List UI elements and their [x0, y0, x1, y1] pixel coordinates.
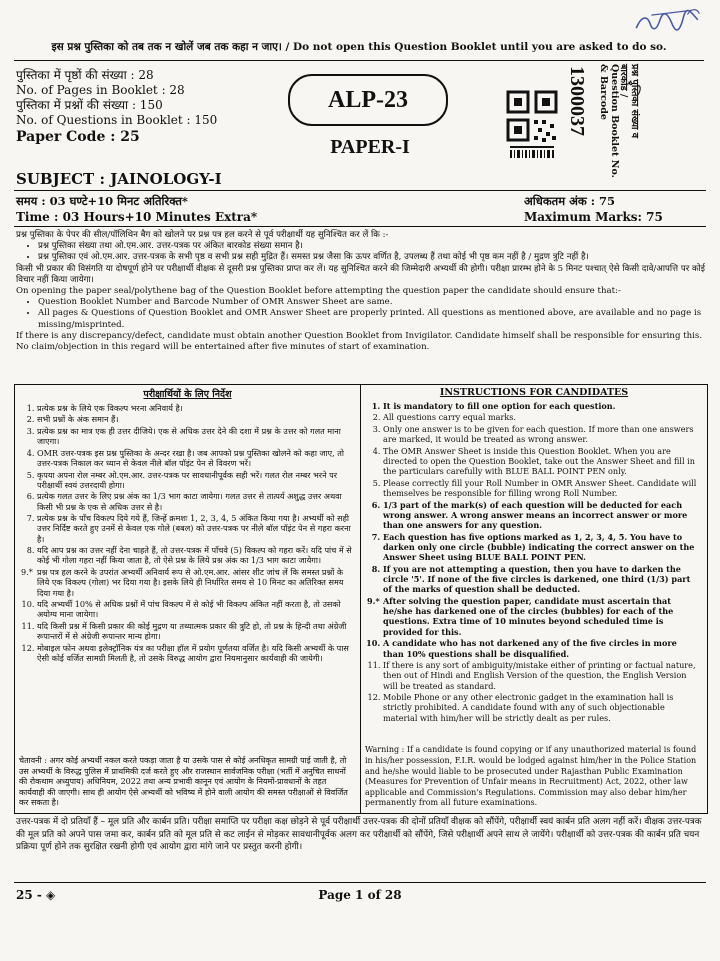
- instruction-item: 2. सभी प्रश्नों के अंक समान हैं।: [37, 414, 352, 424]
- questions-hindi: पुस्तिका में प्रश्नों की संख्या : 150: [16, 98, 163, 112]
- instruction-item: 9.* After solving the question paper, candidate must ascertain that he/she has darkened one of the circles (bubbles) for each of the questions. Extra time of 10 minutes beyond scheduled time is provided for this.: [367, 595, 674, 637]
- max-marks-hindi: अधिकतम अंक : 75: [524, 194, 615, 208]
- subject-title: SUBJECT : JAINOLOGY-I: [16, 170, 222, 188]
- instruction-item: 1. प्रत्येक प्रश्न के लिये एक विकल्प भरना अनिवार्य है।: [37, 403, 352, 413]
- instruction-item: 1. It is mandatory to fill one option for each question.: [383, 401, 699, 411]
- hindi-heading: परीक्षार्थियों के लिए निर्देश: [143, 389, 232, 400]
- english-intro: On opening the paper seal/polythene bag of the Question Booklet before attempting the question paper the candidate should ensure that:-: [16, 286, 621, 297]
- instruction-item: 11. If there is any sort of ambiguity/mistake either of printing or factual nature, then out of Hindi and English Version of the question, the English Version will be treated as standard.: [383, 660, 699, 691]
- instruction-item: 8. यदि आप प्रश्न का उत्तर नहीं देना चाहते हैं, तो उत्तर-पत्रक में पाँचवे (5) विकल्प को गहरा करें। यदि पांच में से कोई भी गोला गहरा नहीं किया जाता है, तो ऐसे प्रश्न के लिये प्रश्न अंक का 1/3 भाग काटा जायेगा।: [37, 545, 352, 566]
- page-number: Page 1 of 28: [318, 888, 402, 902]
- divider: [14, 226, 706, 227]
- list-item: • All pages & Questions of Question Booklet and OMR Answer Sheet are properly printed. All questions as mentioned above, are available and no page is missing/misprinted.: [38, 308, 706, 330]
- carbon-copy-note: उत्तर-पत्रक में दो प्रतियाँ हैं – मूल प्रति और कार्बन प्रति। परीक्षा समाप्ति पर परीक्षा कक्ष छोड़ने से पूर्व परीक्षार्थी उत्तर-पत्रक की दोनों प्रतियाँ वीक्षक को सौंपेंगे, परीक्षार्थी स्वयं कार्बन प्रति अलग नहीं करें। वीक्षक उत्तर-पत्रक की मूल प्रति को अपने पास जमा कर, कार्बन प्रति को मूल प्रति से कट लाईन से मोड़कर सावधानीपूर्वक अलग कर परीक्षार्थी को सौंपेंगे, जिसे परीक्षार्थी अपने साथ ले जायेंगे। परीक्षार्थी को उत्तर-पत्रक की कार्बन प्रति चयन प्रक्रिया पूर्ण होने तक सुरक्षित रखनी होगी एवं आयोग द्वारा मांगे जाने पर प्रस्तुत करनी होगी।: [16, 817, 702, 853]
- instruction-item: 6. प्रत्येक गलत उत्तर के लिए प्रश्न अंक का 1/3 भाग काटा जायेगा। गलत उत्तर से तात्पर्य अशुद्ध उत्तर अथवा किसी भी प्रश्न के एक से अधिक उत्तर से है।: [37, 491, 352, 512]
- english-instruction-list: [361, 401, 707, 723]
- instruction-item: 9.* प्रश्न पत्र हल करने के उपरांत अभ्यर्थी अनिवार्य रूप से ओ.एम.आर. आंसर शीट जांच लें कि समस्त प्रश्नों के लिये एक विकल्प (गोला) भर दिया गया है। इसके लिये ही निर्धारित समय से 10 मिनट का अतिरिक्त समय दिया गया है।: [21, 566, 344, 598]
- booklet-number-label: [596, 64, 644, 178]
- instruction-item: 4. The OMR Answer Sheet is inside this Question Booklet. When you are directed to open the Question Booklet, take out the Answer Sheet and fill in the particulars carefully with BLUE BALL POINT PEN only.: [383, 446, 699, 477]
- booklet-meta: [16, 68, 266, 145]
- label-line-3: Question Booklet No.: [609, 64, 620, 178]
- instruction-item: 4. OMR उत्तर-पत्रक इस प्रश्न पुस्तिका के अन्दर रखा है। जब आपको प्रश्न पुस्तिका खोलने को कहा जाए, तो उत्तर-पत्रक निकाल कर ध्यान से केवल नीले बॉल पॉइंट पेन से विवरण भरें।: [37, 448, 352, 469]
- label-line-4: & Barcode: [598, 64, 609, 120]
- instruction-item: 11. यदि किसी प्रश्न में किसी प्रकार की कोई मुद्रण या तथ्यात्मक प्रकार की त्रुटि हो, तो प्रश्न के हिन्दी तथा अंग्रेजी रूपान्तरों में से अंग्रेजी रूपान्तर मान्य होगा।: [37, 621, 352, 642]
- instruction-item: 10. यदि अभ्यर्थी 10% से अधिक प्रश्नों में पांच विकल्प में से कोई भी विकल्प अंकित नहीं करता है, तो उसको अयोग्य माना जायेगा।: [37, 599, 352, 620]
- english-warning: Warning : If a candidate is found copying or if any unauthorized material is found in his/her possession, F.I.R. would be lodged against him/her in the Police Station and he/she would liable to be prosecuted under Rajasthan Public Examination (Measures for Prevention of Unfair means in Recruitment) Act, 2022, other law applicable and Commission's Regulations. Commission may also debar him/her permanently from all future examinations.: [365, 745, 697, 808]
- instructions-box: [14, 384, 708, 814]
- pages-hindi: पुस्तिका में पृष्ठों की संख्या : 28: [16, 68, 154, 82]
- pre-instructions: [16, 230, 706, 353]
- instruction-item: 8. If you are not attempting a question, then you have to darken the circle '5'. If none of the five circles is darkened, one third (1/3) part of the marks of question shall be deducted.: [383, 564, 699, 595]
- footer-code: 25 - ◈: [16, 888, 56, 902]
- english-bullets: [16, 297, 706, 331]
- instruction-item: 10. A candidate who has not darkened any of the five circles in more than 10% questions shall be disqualified.: [383, 638, 699, 659]
- english-heading: INSTRUCTIONS FOR CANDIDATES: [439, 387, 629, 398]
- time-english: Time : 03 Hours+10 Minutes Extra*: [16, 210, 258, 224]
- booklet-number: [566, 66, 592, 176]
- star-marker-icon: 9.*: [21, 566, 33, 577]
- instruction-item: 5. Please correctly fill your Roll Number in OMR Answer Sheet. Candidate will themselves be responsible for filling wrong Roll Number.: [383, 478, 699, 499]
- hindi-instruction-list: [15, 403, 360, 663]
- divider: [14, 882, 706, 883]
- instruction-item: 12. Mobile Phone or any other electronic gadget in the examination hall is strictly prohibited. A candidate found with any of such objectionable material with him/her will be strictly dealt as per rules.: [383, 692, 699, 723]
- list-item: • प्रश्न पुस्तिका संख्या तथा ओ.एम.आर. उत्तर-पत्रक पर अंकित बारकोड संख्या समान है।: [38, 241, 706, 252]
- hindi-bullets: [16, 241, 706, 263]
- hindi-para: किसी भी प्रकार की विसंगति या दोषपूर्ण होने पर परीक्षार्थी वीक्षक से दूसरी प्रश्न पुस्तिका प्राप्त कर लें। यह सुनिश्चित करने की जिम्मेदारी अभ्यर्थी की होगी। परीक्षा प्रारम्भ होने के 5 मिनट पश्चात् ऐसे किसी दावे/आपत्ति पर कोई विचार नहीं किया जायेगा।: [16, 263, 706, 285]
- divider: [14, 190, 706, 191]
- english-instructions-column: [361, 385, 707, 813]
- exam-code-box: ALP-23: [288, 74, 448, 126]
- qr-code-icon: [506, 90, 558, 160]
- hindi-instructions-column: [15, 385, 361, 813]
- booklet-number-text: 1300037: [566, 66, 588, 136]
- star-marker-icon: 9.*: [367, 595, 380, 606]
- instruction-item: 3. Only one answer is to be given for each question. If more than one answers are marked, it would be treated as wrong answer.: [383, 424, 699, 445]
- instruction-item: 7. Each question has five options marked as 1, 2, 3, 4, 5. You have to darken only one circle (bubble) indicating the correct answer on the Answer Sheet using BLUE BALL POINT PEN.: [383, 532, 699, 563]
- paper-title: PAPER-I: [330, 136, 410, 158]
- hindi-intro: प्रश्न पुस्तिका के पेपर की सील/पॉलिथिन बैग को खोलने पर प्रश्न पत्र हल करने से पूर्व परीक्षार्थी यह सुनिश्चित कर लें कि :-: [16, 230, 389, 240]
- english-para: If there is any discrepancy/defect, candidate must obtain another Question Booklet from Invigilator. Candidate himself shall be responsible for ensuring this. No claim/objection in this regard will be entertained after five minutes of start of examination.: [16, 330, 703, 353]
- label-line-2: बारकोड /: [618, 64, 629, 98]
- instruction-item: 2. All questions carry equal marks.: [383, 412, 699, 422]
- instruction-item: 12. मोबाइल फोन अथवा इलेक्ट्रॉनिक यंत्र का परीक्षा हॉल में प्रयोग पूर्णतया वर्जित है। यदि किसी अभ्यर्थी के पास ऐसी कोई वर्जित सामग्री मिलती है, तो उसके विरुद्ध आयोग द्वारा नियमानुसार कार्यवाही की जायेगी।: [37, 643, 352, 664]
- instruction-item: 3. प्रत्येक प्रश्न का मात्र एक ही उत्तर दीजिये। एक से अधिक उत्तर देने की दशा में प्रश्न के उत्तर को गलत माना जाएगा।: [37, 426, 352, 447]
- instruction-item: 5. कृपया अपना रोल नम्बर ओ.एम.आर. उत्तर-पत्रक पर सावधानीपूर्वक सही भरें। गलत रोल नम्बर भरने पर परीक्षार्थी स्वयं उत्तरदायी होगा।: [37, 470, 352, 491]
- top-notice: इस प्रश्न पुस्तिका को तब तक न खोलें जब तक कहा न जाए। / Do not open this Question Booklet until you are asked to do so.: [14, 40, 704, 61]
- list-item: • Question Booklet Number and Barcode Number of OMR Answer Sheet are same.: [38, 297, 706, 308]
- pages-english: No. of Pages in Booklet : 28: [16, 83, 185, 97]
- handwritten-signature: [631, 6, 705, 43]
- instruction-item: 7. प्रत्येक प्रश्न के पाँच विकल्प दिये गये हैं, जिन्हें क्रमशः 1, 2, 3, 4, 5 अंकित किया गया है। अभ्यर्थी को सही उत्तर निर्दिष्ट करते हुए उनमें से केवल एक गोले (बबल) को उत्तर-पत्रक पर नीले बॉल पॉइंट पेन से गहरा करना है।: [37, 513, 352, 544]
- time-hindi: समय : 03 घण्टे+10 मिनट अतिरिक्त*: [16, 194, 188, 208]
- list-item: • प्रश्न पुस्तिका एवं ओ.एम.आर. उत्तर-पत्रक के सभी पृष्ठ व सभी प्रश्न सही मुद्रित हैं। समस्त प्रश्न जैसा कि ऊपर वर्णित है, उपलब्ध हैं तथा कोई भी पृष्ठ कम नहीं है / मुद्रण त्रुटि नहीं है।: [38, 252, 706, 263]
- max-marks-english: Maximum Marks: 75: [524, 210, 663, 224]
- hindi-warning: चेतावनी : अगर कोई अभ्यर्थी नकल करते पकड़ा जाता है या उसके पास से कोई अनधिकृत सामग्री पाई जाती है, तो उस अभ्यर्थी के विरुद्ध पुलिस में प्राथमिकी दर्ज करते हुए और राजस्थान सार्वजनिक परीक्षा (भर्ती में अनुचित साधनों की रोकथाम अध्युपाय) अधिनियम, 2022 तथा अन्य प्रभावी कानून एवं आयोग के नियमों-प्रावधानों के तहत कार्यवाही की जाएगी। साथ ही आयोग ऐसे अभ्यर्थी को भविष्य में होने वाली आयोग की समस्त परीक्षाओं से विवर्जित कर सकता है।: [19, 756, 348, 808]
- signature-icon: [631, 6, 705, 39]
- paper-code: Paper Code : 25: [16, 129, 140, 145]
- questions-english: No. of Questions in Booklet : 150: [16, 113, 218, 127]
- label-line-1: प्रश्न पुस्तिका संख्या व: [629, 64, 640, 138]
- instruction-item: 6. 1/3 part of the mark(s) of each question will be deducted for each wrong answer. A wrong answer means an incorrect answer or more than one answers for any question.: [383, 500, 699, 531]
